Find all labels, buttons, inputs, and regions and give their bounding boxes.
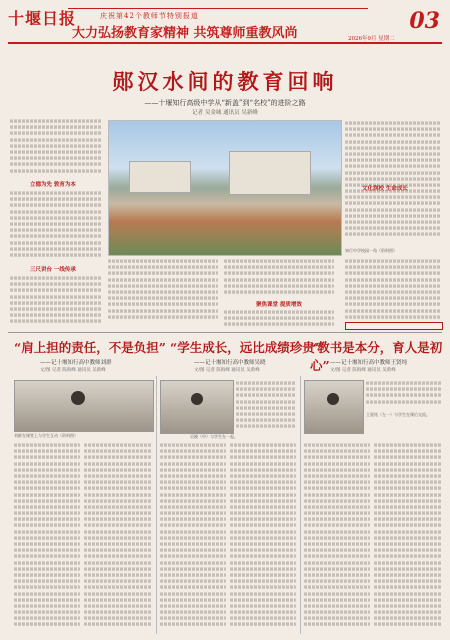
story-3-headline: “教书是本分，育人是初心” (310, 340, 443, 373)
editor-note-box (345, 322, 443, 330)
special-report-label: 庆祝第42个教师节特别报道 (100, 12, 199, 20)
article-column (366, 380, 442, 410)
article-column (10, 275, 102, 325)
story-1-byline: 文/图 记者 陈海峰 通讯员 吴新峰 (40, 368, 106, 373)
newspaper-logo: 十堰日报 (8, 9, 77, 28)
main-headline: 郧汉水间的教育回响 (112, 69, 338, 94)
teacher-head (71, 391, 85, 405)
photo-caption: 吴晓（中）与学生在一起。 (190, 434, 238, 439)
section-heading: 聚焦课堂 提质增效 (256, 302, 302, 308)
section-heading: 三尺讲台 一线传承 (30, 267, 76, 273)
article-column (10, 190, 102, 262)
main-byline: 记者 吴金城 通讯员 吴新峰 (192, 110, 258, 116)
photo-caption: 知行中学校园一角（资料图） (345, 248, 397, 253)
main-subheadline: ——十堰知行高级中学从“新盖”到“名校”的进阶之路 (144, 99, 306, 107)
story-3-byline: 文/图 记者 陈海峰 通讯员 吴新峰 (330, 368, 396, 373)
story-3-subheadline: ——记十堰知行高中教师王贤纯 (330, 360, 408, 366)
article-column (304, 442, 370, 632)
story-2-byline: 文/图 记者 陈海峰 通讯员 吴新峰 (194, 368, 260, 373)
photo-caption: 刘群在课堂上与学生互动（资料图） (14, 433, 78, 438)
article-column (374, 442, 442, 632)
article-column (160, 442, 226, 632)
article-column (108, 258, 218, 324)
article-column (345, 258, 441, 320)
article-column (14, 442, 80, 632)
article-column (84, 442, 152, 632)
building-left (129, 161, 191, 193)
column-divider (156, 376, 157, 634)
teacher-head (191, 393, 203, 405)
story-2-headline: “学生成长，远比成绩珍贵” (170, 340, 322, 355)
top-divider (68, 8, 368, 9)
article-column (345, 120, 441, 240)
section-divider (8, 332, 442, 333)
article-column (224, 309, 334, 327)
article-column (236, 380, 296, 432)
story-1-headline: “肩上担的责任，不是负担” (14, 340, 166, 355)
teacher-photo-1 (14, 380, 154, 432)
issue-date: 2026年9月 星期二 (348, 36, 395, 42)
article-column (224, 258, 334, 298)
page-number: 03 (409, 8, 440, 34)
article-column (10, 118, 102, 176)
story-1-subheadline: ——记十堰知行高中教师刘群 (40, 360, 112, 366)
teacher-head (327, 393, 339, 405)
building-right (229, 151, 311, 195)
section-heading: 文化润校 生命成长 (362, 186, 408, 192)
teacher-photo-3 (304, 380, 364, 434)
header-rule (8, 42, 442, 44)
school-campus-photo (108, 120, 342, 256)
section-heading: 立德为先 敦育为本 (30, 182, 76, 188)
article-column (230, 442, 296, 632)
photo-caption: 王贤纯（左一）与学生在课后交流。 (366, 412, 430, 417)
teacher-photo-2 (160, 380, 234, 434)
page-banner-title: 大力弘扬教育家精神 共筑尊师重教风尚 (72, 26, 298, 41)
story-2-subheadline: ——记十堰知行高中教师吴晓 (194, 360, 266, 366)
column-divider (300, 376, 301, 634)
